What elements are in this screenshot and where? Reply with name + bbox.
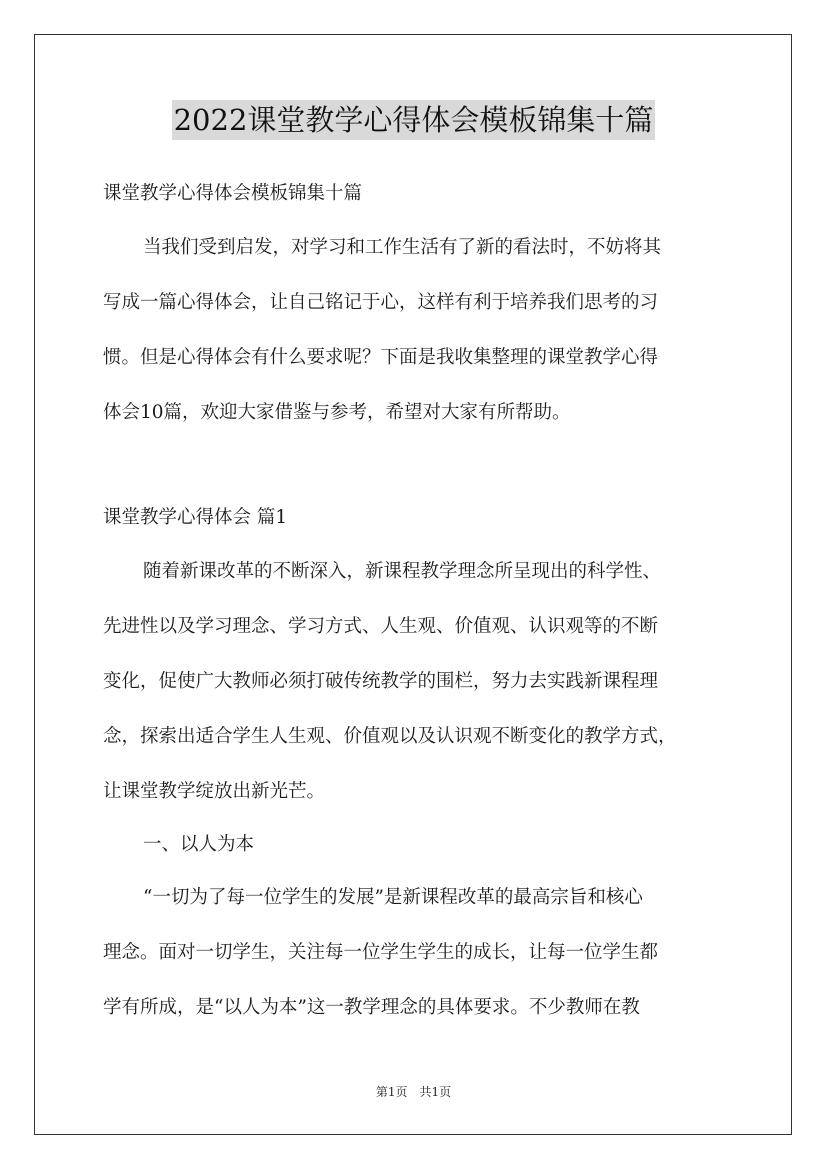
- paragraph-line: 理念。面对一切学生，关注每一位学生学生的成长，让每一位学生都: [103, 942, 659, 963]
- paragraph-line: 让课堂教学绽放出新光芒。: [103, 781, 326, 802]
- paragraph-line: 惯。但是心得体会有什么要求呢？下面是我收集整理的课堂教学心得: [103, 347, 659, 368]
- paragraph-line: “一切为了每一位学生的发展”是新课程改革的最高宗旨和核心: [143, 887, 643, 908]
- subtitle-text: 课堂教学心得体会模板锦集十篇: [103, 183, 363, 204]
- paragraph-line: 写成一篇心得体会，让自己铭记于心，这样有利于培养我们思考的习: [103, 292, 659, 313]
- paragraph-line: 学有所成，是“以人为本”这一教学理念的具体要求。不少教师在教: [103, 997, 640, 1018]
- paragraph-line: 随着新课改革的不断深入，新课程教学理念所呈现出的科学性、: [143, 561, 662, 582]
- paragraph-line: 先进性以及学习理念、学习方式、人生观、价值观、认识观等的不断: [103, 616, 659, 637]
- page-footer: [0, 1084, 827, 1100]
- subheading-text: 一、以人为本: [143, 834, 255, 855]
- title-container: [0, 100, 827, 140]
- paragraph-line: 念，探索出适合学生人生观、价值观以及认识观不断变化的教学方式，: [103, 726, 677, 747]
- page-number: 第1页 共1页: [375, 1085, 452, 1099]
- paragraph-line: 体会10篇，欢迎大家借鉴与参考，希望对大家有所帮助。: [103, 402, 571, 423]
- paragraph-line: 变化，促使广大教师必须打破传统教学的围栏，努力去实践新课程理: [103, 671, 659, 692]
- document-title: 2022课堂教学心得体会模板锦集十篇: [172, 100, 656, 140]
- section-heading-text: 课堂教学心得体会 篇1: [103, 507, 288, 528]
- paragraph-line: 当我们受到启发，对学习和工作生活有了新的看法时，不妨将其: [143, 237, 662, 258]
